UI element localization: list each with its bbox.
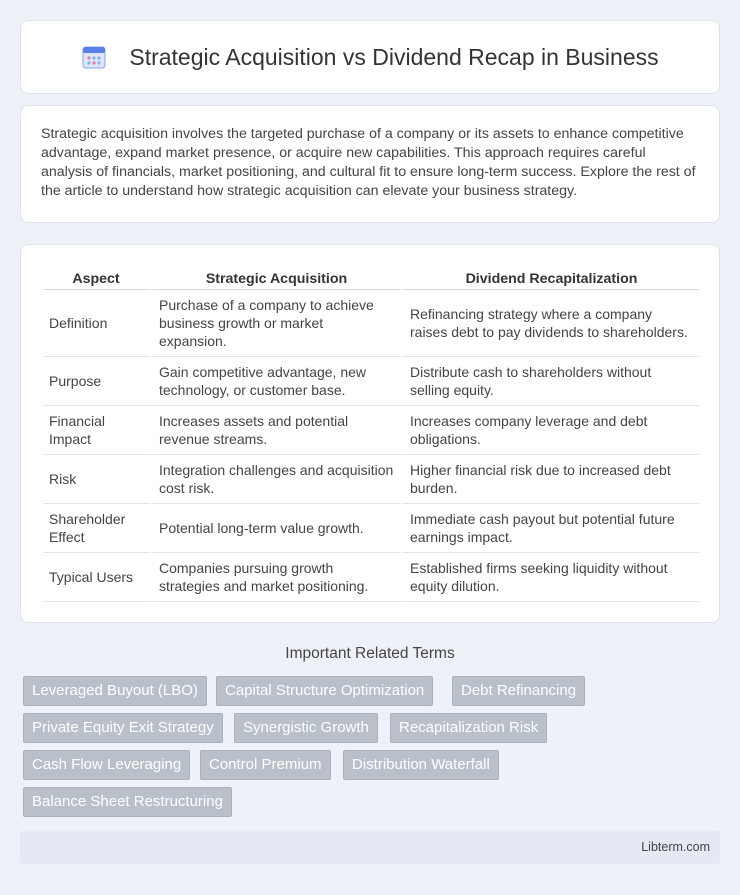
table-row: [43, 504, 699, 553]
cell-recap: Higher financial risk due to increased debt burden.: [400, 455, 699, 504]
related-term-tag[interactable]: Synergistic Growth: [234, 713, 378, 743]
footer: [20, 831, 720, 864]
cell-recap: Established firms seeking liquidity without equity dilution.: [400, 553, 699, 602]
intro-card: [20, 105, 720, 223]
related-terms-title: Important Related Terms: [285, 645, 455, 662]
related-term-tag[interactable]: Leveraged Buyout (LBO): [23, 676, 207, 706]
comparison-card: [20, 244, 720, 623]
cell-aspect: Shareholder Effect: [43, 504, 149, 553]
header-strategic-acquisition: Strategic Acquisition: [149, 263, 400, 290]
cell-acquisition: Integration challenges and acquisition cost risk.: [149, 455, 400, 504]
cell-acquisition: Potential long-term value growth.: [149, 504, 400, 553]
table-row: [43, 406, 699, 455]
cell-acquisition: Purchase of a company to achieve business growth or market expansion.: [149, 290, 400, 357]
related-term-tag[interactable]: Capital Structure Optimization: [216, 676, 433, 706]
page-title: Strategic Acquisition vs Dividend Recap in Business: [129, 43, 659, 70]
header-aspect: Aspect: [43, 263, 149, 290]
table-row: [43, 553, 699, 602]
cell-recap: Increases company leverage and debt obligations.: [400, 406, 699, 455]
comparison-table: [43, 263, 699, 602]
table-row: [43, 455, 699, 504]
calendar-icon: [81, 44, 107, 70]
header-dividend-recap: Dividend Recapitalization: [400, 263, 699, 290]
footer-site-link[interactable]: Libterm.com: [641, 840, 710, 854]
cell-aspect: Financial Impact: [43, 406, 149, 455]
related-term-tag[interactable]: Private Equity Exit Strategy: [23, 713, 223, 743]
table-row: [43, 290, 699, 357]
cell-recap: Immediate cash payout but potential future earnings impact.: [400, 504, 699, 553]
related-term-tag[interactable]: Control Premium: [200, 750, 331, 780]
cell-aspect: Risk: [43, 455, 149, 504]
related-term-tag[interactable]: Distribution Waterfall: [343, 750, 499, 780]
table-row: [43, 357, 699, 406]
cell-acquisition: Companies pursuing growth strategies and market positioning.: [149, 553, 400, 602]
intro-text: Strategic acquisition involves the targeted purchase of a company or its assets to enhance competitive advantage, expand market presence, or acquire new capabilities. This approach requires careful analysis of financials, market positioning, and cultural fit to ensure long-term success. Explore the rest of the article to understand how strategic acquisition can elevate your business strategy.: [41, 126, 696, 199]
related-term-tag[interactable]: Balance Sheet Restructuring: [23, 787, 232, 817]
cell-recap: Distribute cash to shareholders without selling equity.: [400, 357, 699, 406]
cell-acquisition: Gain competitive advantage, new technology, or customer base.: [149, 357, 400, 406]
cell-aspect: Purpose: [43, 357, 149, 406]
table-header-row: [43, 263, 699, 290]
cell-aspect: Typical Users: [43, 553, 149, 602]
cell-acquisition: Increases assets and potential revenue streams.: [149, 406, 400, 455]
header-card: [20, 20, 720, 94]
related-term-tag[interactable]: Recapitalization Risk: [390, 713, 547, 743]
related-term-tag[interactable]: Cash Flow Leveraging: [23, 750, 190, 780]
related-term-tag[interactable]: Debt Refinancing: [452, 676, 585, 706]
cell-aspect: Definition: [43, 290, 149, 357]
cell-recap: Refinancing strategy where a company raises debt to pay dividends to shareholders.: [400, 290, 699, 357]
